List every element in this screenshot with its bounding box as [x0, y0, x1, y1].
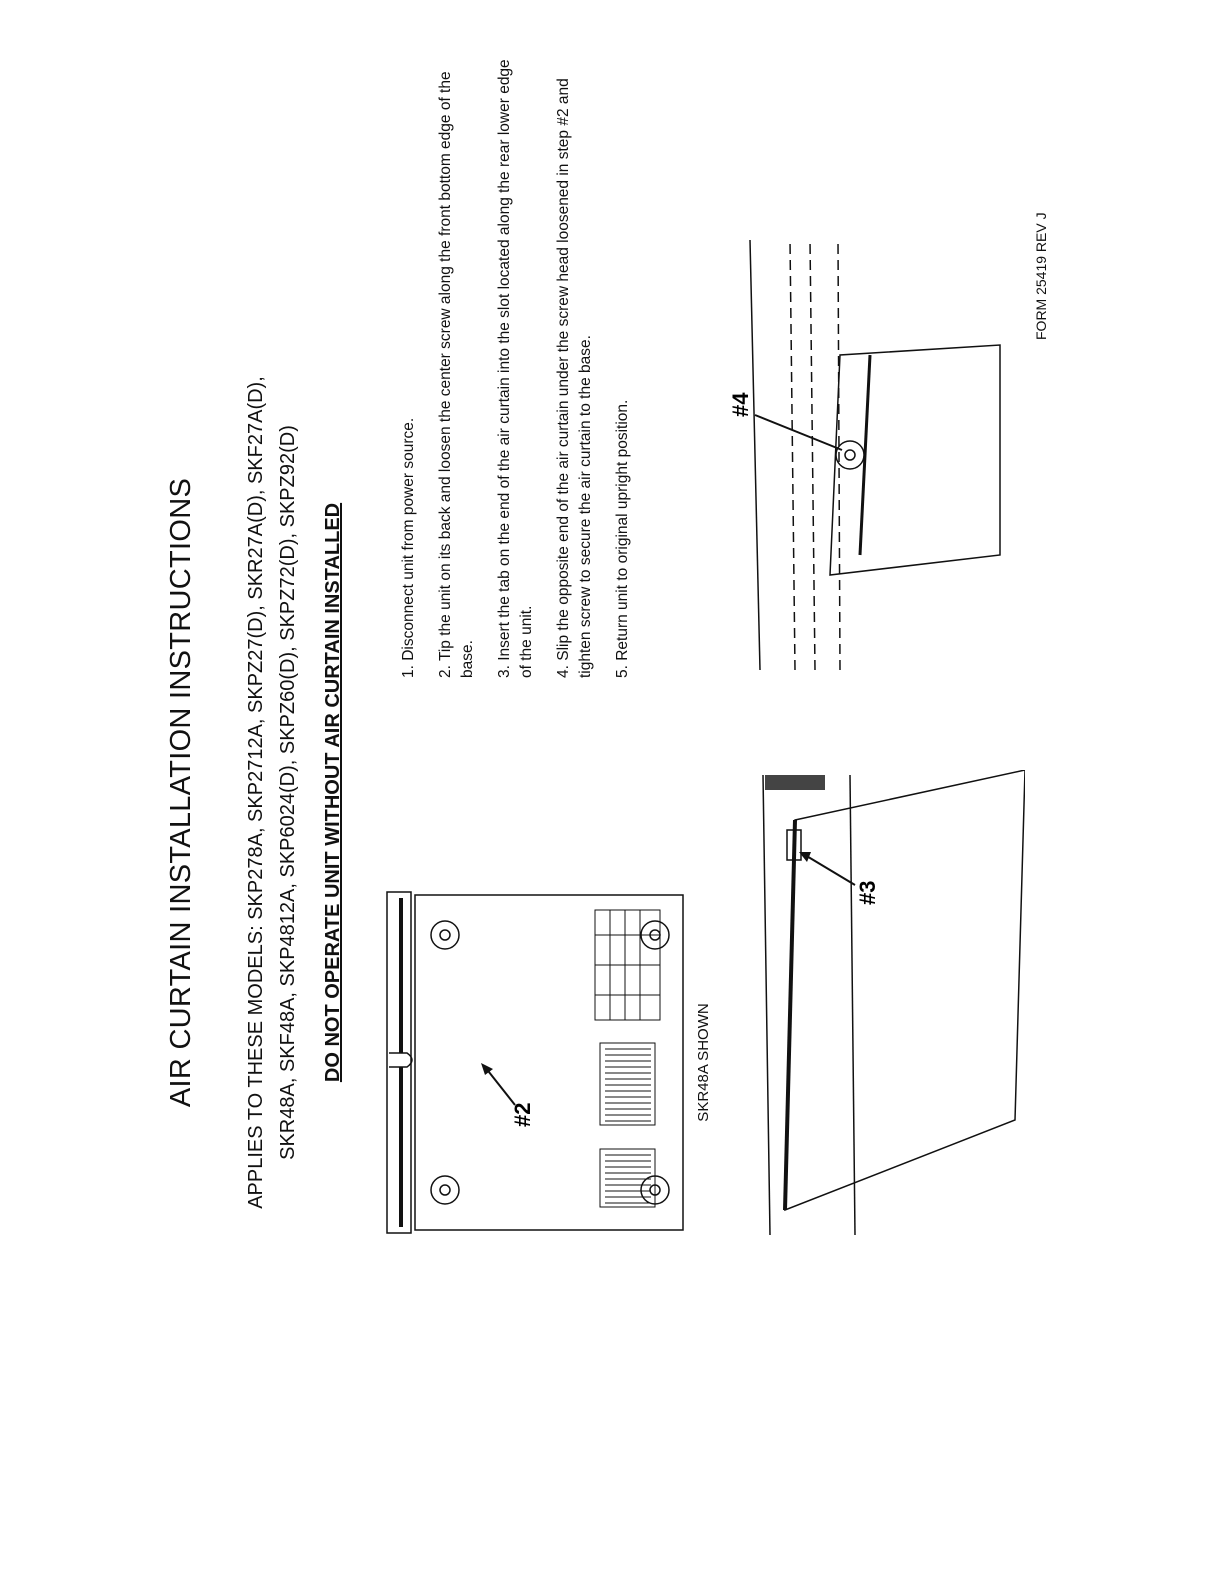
- warning-notice: DO NOT OPERATE UNIT WITHOUT AIR CURTAIN INSTALLED: [322, 502, 344, 1083]
- step-4: 4. Slip the opposite end of the air curtain under the screw head loosened in step #2 and tighten screw to secure the air curtain to the base.: [555, 78, 594, 678]
- callout-4-arrow: [755, 415, 842, 450]
- callout-3-label: #3: [855, 880, 880, 905]
- callout-4-label: #4: [728, 392, 753, 417]
- figure-caption: SKR48A SHOWN: [695, 1003, 712, 1122]
- applicable-models-line-2: SKR48A, SKF48A, SKP4812A, SKP6024(D), SKPZ60(D), SKPZ72(D), SKPZ92(D): [277, 425, 299, 1160]
- instruction-steps: [398, 48, 649, 678]
- step-5: 5. Return unit to original upright position.: [614, 399, 631, 678]
- step-1: 1. Disconnect unit from power source.: [400, 417, 417, 678]
- unit-bottom-view-diagram: [385, 890, 690, 1235]
- vent-grille-right: [595, 910, 660, 1020]
- base-edge-line: [763, 775, 770, 1235]
- step-3: 3. Insert the tab on the end of the air curtain into the slot located along the rear lower edge of the unit.: [496, 59, 535, 678]
- caster-top-right: [431, 921, 459, 949]
- step-2: 2. Tip the unit on its back and loosen the center screw along the front bottom edge of the base.: [437, 71, 476, 678]
- air-curtain-end: [830, 345, 1000, 575]
- callout-2-arrow: [485, 1067, 515, 1105]
- callout-2-label: #2: [510, 1102, 535, 1127]
- screw-detail-diagram: [720, 235, 1020, 675]
- form-number: FORM 25419 REV J: [1033, 212, 1049, 340]
- callout-3-arrow: [805, 855, 855, 885]
- air-curtain-panel: [785, 770, 1025, 1210]
- applicable-models-line-1: APPLIES TO THESE MODELS: SKP278A, SKP2712A, SKPZ27(D), SKR27A(D), SKF27A(D),: [245, 376, 267, 1209]
- vent-grille-center: [600, 1043, 655, 1125]
- caster-top-left: [431, 1176, 459, 1204]
- slot-detail-diagram: [725, 770, 1025, 1240]
- page-title: AIR CURTAIN INSTALLATION INSTRUCTIONS: [165, 477, 197, 1108]
- screw-head: [836, 441, 864, 469]
